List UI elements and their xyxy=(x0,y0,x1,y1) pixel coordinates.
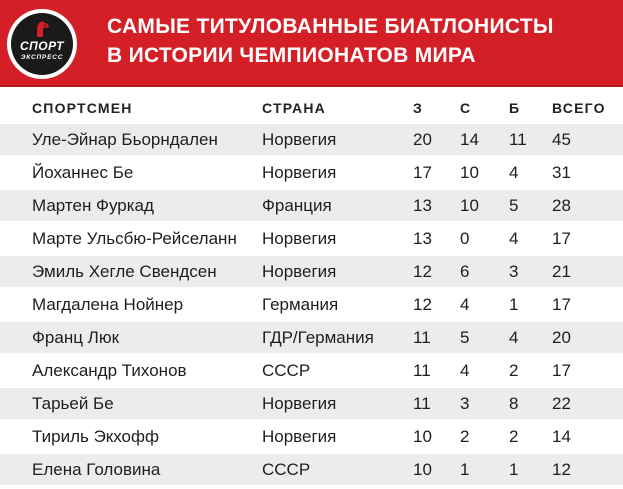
silver-count: 14 xyxy=(460,123,509,156)
athlete-name: Франц Люк xyxy=(0,321,262,354)
sport-express-logo[interactable] xyxy=(7,9,77,79)
bronze-count: 4 xyxy=(509,156,552,189)
logo-text-express: ЭКСПРЕСС xyxy=(20,54,64,61)
athlete-country: Германия xyxy=(262,288,413,321)
gold-count: 11 xyxy=(413,321,460,354)
table-row xyxy=(0,354,623,387)
bronze-count: 2 xyxy=(509,354,552,387)
silver-count: 5 xyxy=(460,321,509,354)
total-count: 17 xyxy=(552,288,623,321)
column-header-silver: С xyxy=(460,99,472,116)
gold-count: 12 xyxy=(413,255,460,288)
gold-count: 11 xyxy=(413,387,460,420)
gold-count: 10 xyxy=(413,420,460,453)
athlete-name: Елена Головина xyxy=(0,453,262,485)
table-row xyxy=(0,255,623,288)
athlete-country: Франция xyxy=(262,189,413,222)
bronze-count: 5 xyxy=(509,189,552,222)
total-count: 45 xyxy=(552,123,623,156)
total-count: 21 xyxy=(552,255,623,288)
title-line-1: САМЫЕ ТИТУЛОВАННЫЕ БИАТЛОНИСТЫ xyxy=(107,15,554,38)
total-count: 22 xyxy=(552,387,623,420)
athlete-name: Тириль Экхофф xyxy=(0,420,262,453)
athlete-country: Норвегия xyxy=(262,156,413,189)
bronze-count: 4 xyxy=(509,222,552,255)
silver-count: 2 xyxy=(460,420,509,453)
gold-count: 20 xyxy=(413,123,460,156)
bronze-count: 4 xyxy=(509,321,552,354)
bronze-count: 8 xyxy=(509,387,552,420)
table-row xyxy=(0,123,623,156)
athlete-name: Александр Тихонов xyxy=(0,354,262,387)
silver-count: 3 xyxy=(460,387,509,420)
athlete-country: Норвегия xyxy=(262,420,413,453)
athlete-name: Тарьей Бе xyxy=(0,387,262,420)
athlete-country: ГДР/Германия xyxy=(262,321,413,354)
silver-count: 6 xyxy=(460,255,509,288)
total-count: 14 xyxy=(552,420,623,453)
silver-count: 10 xyxy=(460,189,509,222)
athlete-country: Норвегия xyxy=(262,222,413,255)
table-row xyxy=(0,453,623,485)
bronze-count: 1 xyxy=(509,453,552,485)
athlete-country: СССР xyxy=(262,453,413,485)
table-row xyxy=(0,222,623,255)
athlete-country: СССР xyxy=(262,354,413,387)
silver-count: 4 xyxy=(460,354,509,387)
header-banner xyxy=(0,0,623,87)
table-row xyxy=(0,387,623,420)
column-header-athlete: СПОРТСМЕН xyxy=(32,99,133,116)
table-row xyxy=(0,321,623,354)
bronze-count: 3 xyxy=(509,255,552,288)
table-row xyxy=(0,288,623,321)
horse-head-icon xyxy=(34,20,50,38)
bronze-count: 1 xyxy=(509,288,552,321)
total-count: 31 xyxy=(552,156,623,189)
table-header-row xyxy=(0,93,623,123)
total-count: 17 xyxy=(552,222,623,255)
gold-count: 17 xyxy=(413,156,460,189)
athlete-country: Норвегия xyxy=(262,387,413,420)
athlete-name: Уле-Эйнар Бьорндален xyxy=(0,123,262,156)
athlete-country: Норвегия xyxy=(262,255,413,288)
total-count: 12 xyxy=(552,453,623,485)
table-row xyxy=(0,420,623,453)
total-count: 17 xyxy=(552,354,623,387)
gold-count: 13 xyxy=(413,189,460,222)
medals-table xyxy=(0,93,623,485)
silver-count: 0 xyxy=(460,222,509,255)
athlete-country: Норвегия xyxy=(262,123,413,156)
silver-count: 1 xyxy=(460,453,509,485)
table-row xyxy=(0,156,623,189)
gold-count: 10 xyxy=(413,453,460,485)
column-header-country: СТРАНА xyxy=(262,99,326,116)
gold-count: 11 xyxy=(413,354,460,387)
athlete-name: Марте Ульсбю-Рейселанн xyxy=(0,222,262,255)
silver-count: 10 xyxy=(460,156,509,189)
total-count: 20 xyxy=(552,321,623,354)
column-header-total: ВСЕГО xyxy=(552,99,606,116)
title-line-2: В ИСТОРИИ ЧЕМПИОНАТОВ МИРА xyxy=(107,44,476,67)
column-header-gold: З xyxy=(413,99,423,116)
athlete-name: Эмиль Хегле Свендсен xyxy=(0,255,262,288)
athlete-name: Магдалена Нойнер xyxy=(0,288,262,321)
gold-count: 12 xyxy=(413,288,460,321)
header-divider xyxy=(0,85,623,87)
silver-count: 4 xyxy=(460,288,509,321)
athlete-name: Мартен Фуркад xyxy=(0,189,262,222)
athlete-name: Йоханнес Бе xyxy=(0,156,262,189)
logo-badge xyxy=(11,13,73,75)
bronze-count: 2 xyxy=(509,420,552,453)
page-title xyxy=(107,12,617,70)
table-row xyxy=(0,189,623,222)
total-count: 28 xyxy=(552,189,623,222)
gold-count: 13 xyxy=(413,222,460,255)
logo-text-sport: СПОРТ xyxy=(19,39,64,53)
bronze-count: 11 xyxy=(509,123,552,156)
column-header-bronze: Б xyxy=(509,99,521,116)
